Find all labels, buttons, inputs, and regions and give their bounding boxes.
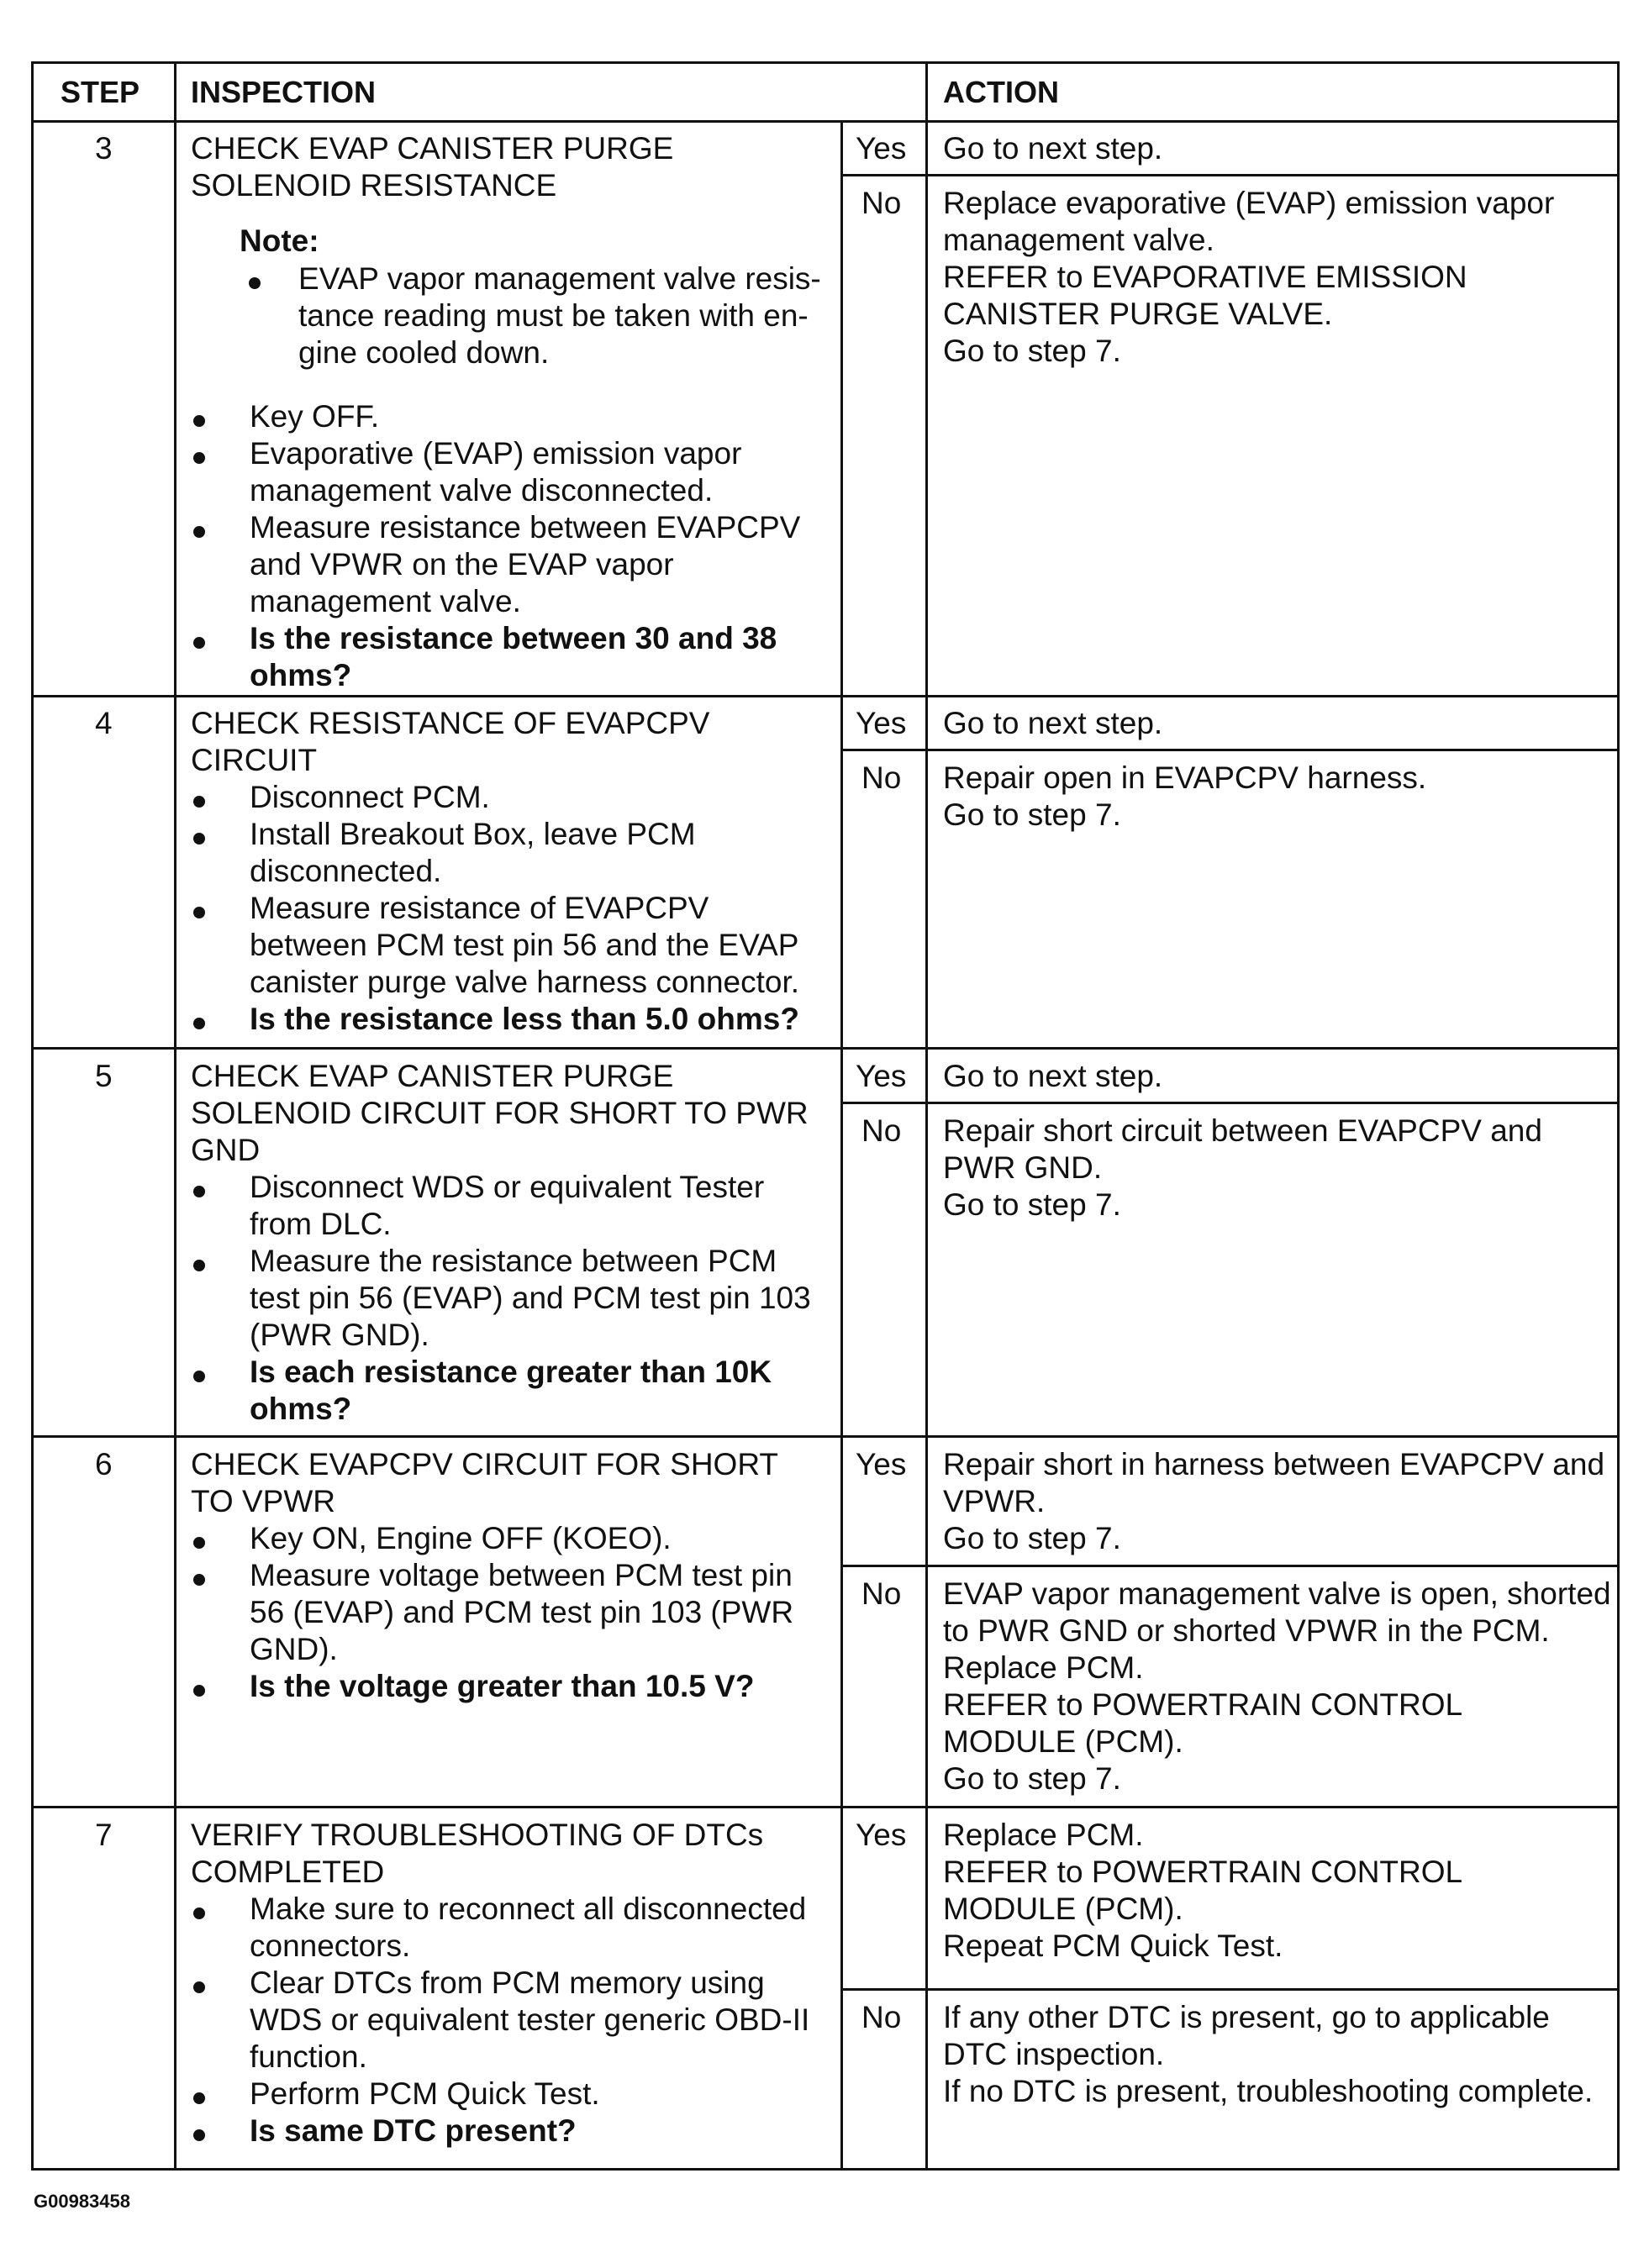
answer-divider xyxy=(840,749,1617,751)
bullet-dot xyxy=(193,796,205,808)
header-step: STEP xyxy=(61,75,140,109)
bullet-dot xyxy=(193,2129,205,2141)
bullet-question: Is the voltage greater than 10.5 V? xyxy=(250,1669,755,1703)
yes-label: Yes xyxy=(856,1059,907,1093)
no-label: No xyxy=(861,186,902,220)
bullet-line: Clear DTCs from PCM memory using xyxy=(250,1965,765,2000)
header-inspection: INSPECTION xyxy=(191,75,377,109)
note-label: Note: xyxy=(240,224,319,258)
bullet-dot xyxy=(193,452,205,464)
bullet-dot xyxy=(193,415,205,427)
bullet-line: canister purge valve harness connector. xyxy=(250,965,800,999)
note-line: EVAP vapor management valve resis- xyxy=(298,261,821,296)
no-action-line: Go to step 7. xyxy=(943,797,1121,832)
bullet-line: from DLC. xyxy=(250,1207,392,1241)
bullet-dot xyxy=(193,1537,205,1549)
bullet-line: Disconnect PCM. xyxy=(250,780,490,814)
yes-action-line: Go to next step. xyxy=(943,1059,1163,1093)
bullet-question: Is the resistance less than 5.0 ohms? xyxy=(250,1002,799,1036)
header-divider xyxy=(34,120,1617,123)
row-divider xyxy=(34,1806,1617,1808)
bullet-line: disconnected. xyxy=(250,854,442,888)
bullet-dot xyxy=(249,277,261,289)
bullet-line: WDS or equivalent tester generic OBD-II xyxy=(250,2002,810,2037)
no-action-line: Replace evaporative (EVAP) emission vapor xyxy=(943,186,1555,220)
yes-action-line: Replace PCM. xyxy=(943,1818,1144,1852)
bullet-line: Disconnect WDS or equivalent Tester xyxy=(250,1170,765,1204)
bullet-line: Key ON, Engine OFF (KOEO). xyxy=(250,1521,672,1555)
step-title-line: VERIFY TROUBLESHOOTING OF DTCs xyxy=(191,1818,764,1852)
bullet-line: Make sure to reconnect all disconnected xyxy=(250,1892,807,1926)
bullet-line: Key OFF. xyxy=(250,399,380,434)
yes-action-line: VPWR. xyxy=(943,1484,1046,1518)
bullet-line: and VPWR on the EVAP vapor xyxy=(250,547,674,581)
bullet-question: ohms? xyxy=(250,1392,352,1426)
no-action-line: REFER to EVAPORATIVE EMISSION xyxy=(943,260,1467,294)
bullet-dot xyxy=(193,907,205,918)
no-label: No xyxy=(861,1576,902,1611)
bullet-question: Is the resistance between 30 and 38 xyxy=(250,621,777,655)
step-column-rule xyxy=(174,64,176,2168)
bullet-line: Measure resistance between EVAPCPV xyxy=(250,510,801,545)
step-number: 5 xyxy=(95,1059,113,1093)
step-title-line: SOLENOID RESISTANCE xyxy=(191,168,557,203)
no-action-line: Go to step 7. xyxy=(943,1187,1121,1222)
yes-action-line: Go to next step. xyxy=(943,706,1163,740)
step-number: 7 xyxy=(95,1818,113,1852)
step-title-line: SOLENOID CIRCUIT FOR SHORT TO PWR xyxy=(191,1096,809,1130)
note-line: gine cooled down. xyxy=(298,335,550,370)
no-action-line: EVAP vapor management valve is open, shorted xyxy=(943,1576,1611,1611)
row-divider xyxy=(34,1047,1617,1050)
header-action: ACTION xyxy=(943,75,1059,109)
no-label: No xyxy=(861,2000,902,2034)
bullet-line: Evaporative (EVAP) emission vapor xyxy=(250,436,742,471)
bullet-line: Install Breakout Box, leave PCM xyxy=(250,817,696,851)
bullet-dot xyxy=(193,1260,205,1271)
no-action-line: Replace PCM. xyxy=(943,1650,1144,1685)
no-action-line: CANISTER PURGE VALVE. xyxy=(943,297,1333,331)
yes-action-line: REFER to POWERTRAIN CONTROL xyxy=(943,1855,1463,1889)
inspection-table xyxy=(31,61,1620,2171)
yes-label: Yes xyxy=(856,1818,907,1852)
no-action-line: Go to step 7. xyxy=(943,1761,1121,1796)
bullet-line: 56 (EVAP) and PCM test pin 103 (PWR xyxy=(250,1595,794,1629)
yes-action-line: Go to step 7. xyxy=(943,1521,1121,1555)
answer-column-rule xyxy=(840,120,843,2168)
bullet-question: ohms? xyxy=(250,658,352,692)
yes-action-line: Repeat PCM Quick Test. xyxy=(943,1929,1283,1963)
figure-code: G00983458 xyxy=(34,2191,130,2212)
bullet-dot xyxy=(193,637,205,649)
bullet-line: function. xyxy=(250,2039,367,2074)
bullet-dot xyxy=(193,1908,205,1919)
bullet-line: connectors. xyxy=(250,1929,411,1963)
bullet-dot xyxy=(193,1685,205,1697)
yes-label: Yes xyxy=(856,131,907,166)
yes-action-line: MODULE (PCM). xyxy=(943,1892,1183,1926)
bullet-question: Is same DTC present? xyxy=(250,2113,577,2148)
answer-divider xyxy=(840,1102,1617,1104)
note-line: tance reading must be taken with en- xyxy=(298,298,809,333)
answer-divider xyxy=(840,1988,1617,1991)
bullet-line: Perform PCM Quick Test. xyxy=(250,2076,600,2111)
yes-action-line: Go to next step. xyxy=(943,131,1163,166)
bullet-dot xyxy=(193,1186,205,1197)
row-divider xyxy=(34,1435,1617,1438)
bullet-line: test pin 56 (EVAP) and PCM test pin 103 xyxy=(250,1281,811,1315)
bullet-line: Measure voltage between PCM test pin xyxy=(250,1558,793,1592)
step-number: 3 xyxy=(95,131,113,166)
bullet-dot xyxy=(193,1574,205,1586)
yes-action-line: Repair short in harness between EVAPCPV and xyxy=(943,1447,1605,1481)
step-number: 6 xyxy=(95,1447,113,1481)
answer-divider xyxy=(840,1565,1617,1567)
bullet-line: GND). xyxy=(250,1632,338,1666)
bullet-dot xyxy=(193,526,205,538)
step-title-line: CHECK EVAP CANISTER PURGE xyxy=(191,131,674,166)
no-action-line: Repair open in EVAPCPV harness. xyxy=(943,760,1427,795)
yes-label: Yes xyxy=(856,706,907,740)
bullet-dot xyxy=(193,833,205,845)
no-action-line: Repair short circuit between EVAPCPV and xyxy=(943,1113,1542,1148)
no-label: No xyxy=(861,1113,902,1148)
step-title-line: TO VPWR xyxy=(191,1484,335,1518)
bullet-line: (PWR GND). xyxy=(250,1318,429,1352)
step-title-line: CHECK EVAP CANISTER PURGE xyxy=(191,1059,674,1093)
no-action-line: management valve. xyxy=(943,223,1214,257)
bullet-line: Measure resistance of EVAPCPV xyxy=(250,891,709,925)
no-label: No xyxy=(861,760,902,795)
yes-label: Yes xyxy=(856,1447,907,1481)
bullet-line: management valve. xyxy=(250,584,521,618)
no-action-line: REFER to POWERTRAIN CONTROL xyxy=(943,1687,1463,1722)
step-title-line: CHECK RESISTANCE OF EVAPCPV xyxy=(191,706,710,740)
bullet-dot xyxy=(193,1018,205,1029)
step-title-line: CHECK EVAPCPV CIRCUIT FOR SHORT xyxy=(191,1447,778,1481)
bullet-line: Measure the resistance between PCM xyxy=(250,1244,777,1278)
no-action-line: PWR GND. xyxy=(943,1150,1103,1185)
step-number: 4 xyxy=(95,706,113,740)
step-title-line: CIRCUIT xyxy=(191,743,318,777)
bullet-question: Is each resistance greater than 10K xyxy=(250,1355,772,1389)
bullet-line: between PCM test pin 56 and the EVAP xyxy=(250,928,799,962)
step-title-line: COMPLETED xyxy=(191,1855,385,1889)
step-title-line: GND xyxy=(191,1133,261,1167)
answer-divider xyxy=(840,174,1617,176)
no-action-line: Go to step 7. xyxy=(943,334,1121,368)
no-action-line: If no DTC is present, troubleshooting complete. xyxy=(943,2074,1594,2108)
no-action-line: If any other DTC is present, go to applicable xyxy=(943,2000,1550,2034)
bullet-dot xyxy=(193,1981,205,1993)
bullet-line: management valve disconnected. xyxy=(250,473,714,508)
bullet-dot xyxy=(193,2092,205,2104)
no-action-line: to PWR GND or shorted VPWR in the PCM. xyxy=(943,1613,1550,1648)
no-action-line: MODULE (PCM). xyxy=(943,1724,1183,1759)
action-column-rule xyxy=(925,64,928,2168)
no-action-line: DTC inspection. xyxy=(943,2037,1165,2071)
bullet-dot xyxy=(193,1371,205,1382)
row-divider xyxy=(34,695,1617,697)
